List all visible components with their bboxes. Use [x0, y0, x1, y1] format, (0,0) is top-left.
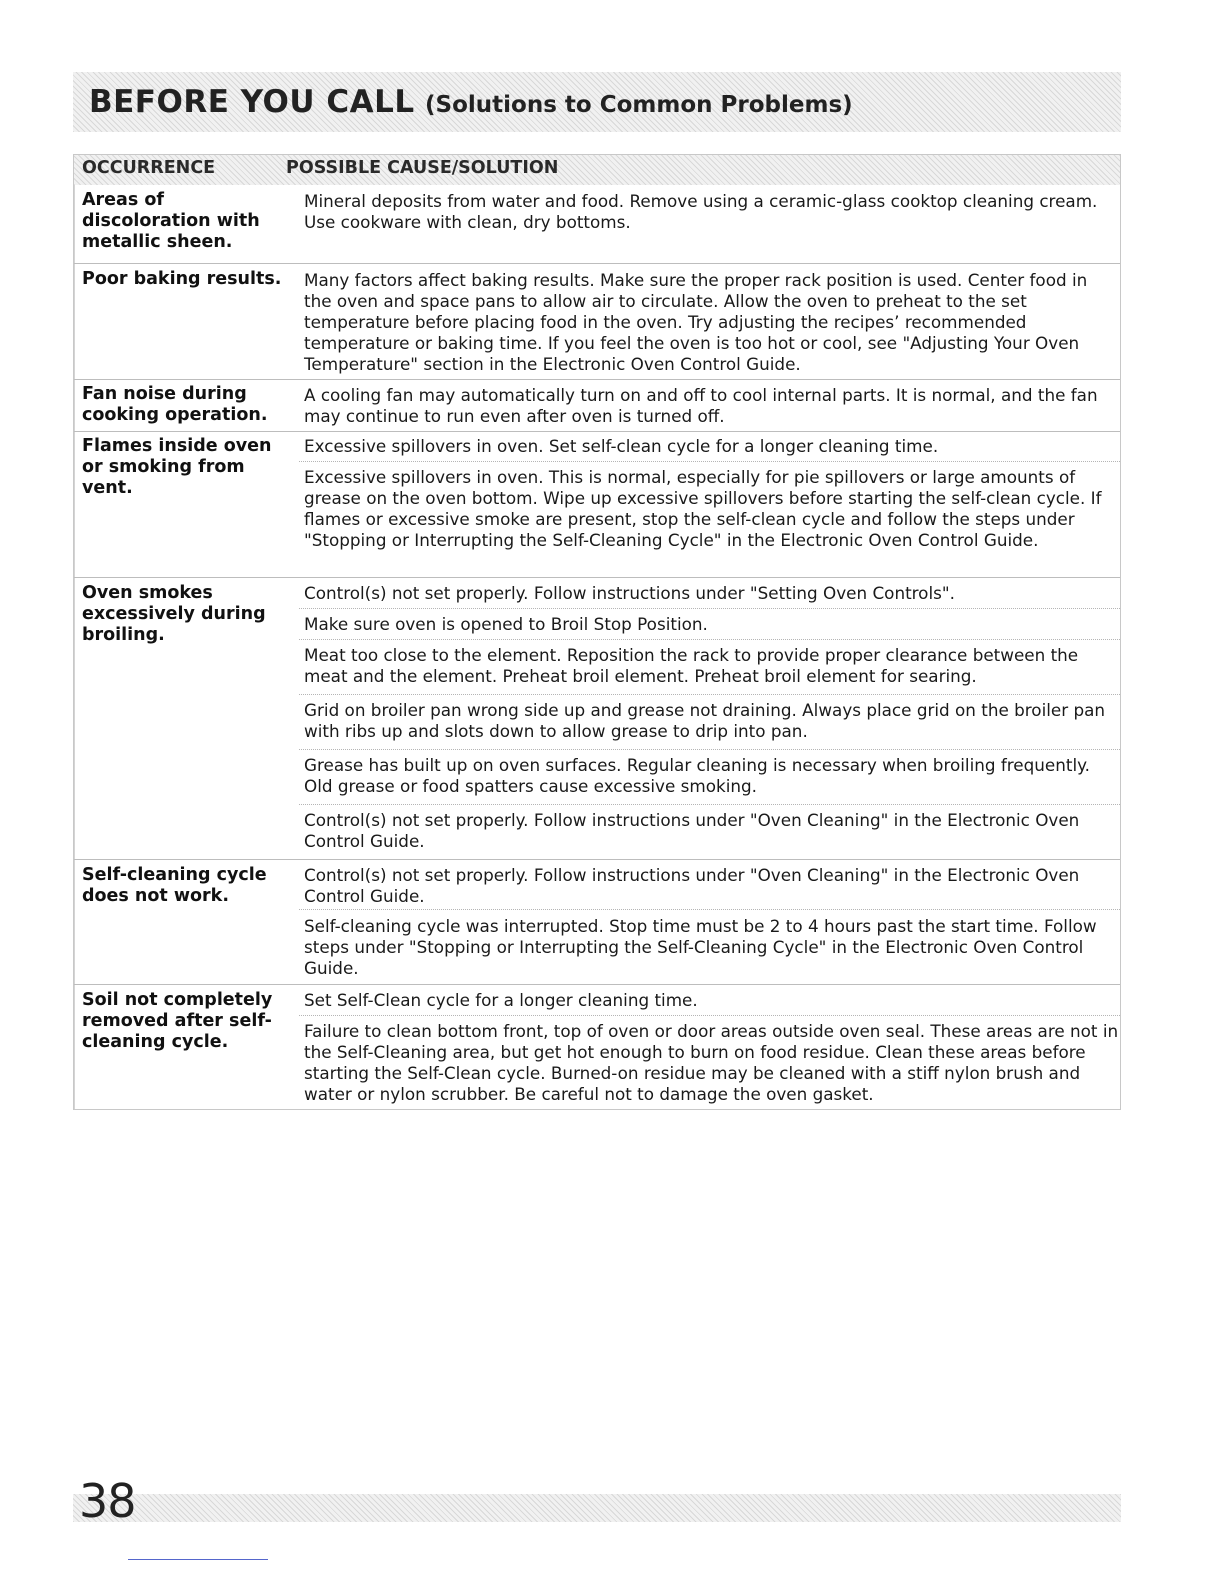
occurrence-cell: Poor baking results.: [82, 269, 282, 289]
occurrence-cell: Self-cleaning cycle does not work.: [82, 865, 267, 906]
page-title-sub: (Solutions to Common Problems): [425, 92, 853, 118]
solution-cell: Make sure oven is opened to Broil Stop Position.: [304, 614, 708, 634]
column-header-occurrence: OCCURRENCE: [82, 158, 216, 178]
sub-row-divider: [299, 749, 1120, 750]
solution-cell: Meat too close to the element. Reposition the rack to provide proper clearance between the meat and the element. Preheat broil element. Preheat broil element for searing.: [304, 645, 1079, 686]
divider: [74, 185, 75, 1109]
occurrence-cell: Soil not completely removed after self-cleaning cycle.: [82, 990, 273, 1052]
page-footer: [73, 1474, 1121, 1528]
row-divider: [74, 577, 1120, 578]
solution-cell: Excessive spillovers in oven. This is normal, especially for pie spillovers or large amounts of grease on the oven bottom. Wipe up excessive spillovers before starting the self-clean cycle. If flames or excessive smoke are present, stop the self-clean cycle and follow the steps under "Stopping or Interrupting the Self-Cleaning Cycle" in the Electronic Oven Control Guide.: [304, 467, 1102, 550]
solution-cell: Control(s) not set properly. Follow instructions under "Oven Cleaning" in the Electronic Oven Control Guide.: [304, 810, 1080, 851]
sub-row-divider: [299, 694, 1120, 695]
solution-cell: Control(s) not set properly. Follow instructions under "Setting Oven Controls".: [304, 583, 955, 603]
sub-row-divider: [299, 639, 1120, 640]
occurrence-cell: Flames inside oven or smoking from vent.: [82, 436, 272, 498]
bottom-rule: [128, 1559, 268, 1560]
page-number: 38: [79, 1474, 136, 1528]
sub-row-divider: [299, 804, 1120, 805]
solution-cell: Many factors affect baking results. Make sure the proper rack position is used. Center food in the oven and space pans to allow air to circulate. Allow the oven to preheat to the set temperature before placing food in the oven. Try adjusting the recipes’ recommended temperature or baking time. If you feel the oven is too hot or cool, see "Adjusting Your Oven Temperature" section in the Electronic Oven Control Guide.: [304, 270, 1088, 374]
title-banner: [73, 72, 1121, 132]
row-divider: [74, 984, 1120, 985]
page-title-main: BEFORE YOU CALL: [89, 84, 415, 120]
solution-cell: Failure to clean bottom front, top of oven or door areas outside oven seal. These areas are not in the Self-Cleaning area, but get hot enough to burn on food residue. Clean these areas before starting the Self-Clean cycle. Burned-on residue may be cleaned with a stiff nylon brush and water or nylon scrubber. Be careful not to damage the oven gasket.: [304, 1021, 1119, 1104]
occurrence-cell: Areas of discoloration with metallic sheen.: [82, 190, 260, 252]
column-header-solution: POSSIBLE CAUSE/SOLUTION: [286, 158, 559, 178]
occurrence-cell: Fan noise during cooking operation.: [82, 384, 268, 425]
row-divider: [74, 431, 1120, 432]
row-divider: [74, 859, 1120, 860]
solution-cell: Control(s) not set properly. Follow instructions under "Oven Cleaning" in the Electronic Oven Control Guide.: [304, 865, 1080, 906]
troubleshooting-table: [73, 154, 1121, 1110]
occurrence-cell: Oven smokes excessively during broiling.: [82, 583, 266, 645]
sub-row-divider: [299, 608, 1120, 609]
solution-cell: Grease has built up on oven surfaces. Regular cleaning is necessary when broiling frequently. Old grease or food spatters cause excessive smoking.: [304, 755, 1090, 796]
solution-cell: Mineral deposits from water and food. Remove using a ceramic-glass cooktop cleaning cream. Use cookware with clean, dry bottoms.: [304, 191, 1098, 232]
sub-row-divider: [299, 461, 1120, 462]
row-divider: [74, 263, 1120, 264]
footer-band: [73, 1494, 1121, 1522]
page-title: [89, 84, 853, 120]
solution-cell: Self-cleaning cycle was interrupted. Stop time must be 2 to 4 hours past the start time. Follow steps under "Stopping or Interrupting the Self-Cleaning Cycle" in the Electronic Oven Control Guide.: [304, 916, 1097, 978]
sub-row-divider: [299, 1015, 1120, 1016]
solution-cell: A cooling fan may automatically turn on and off to cool internal parts. It is normal, and the fan may continue to run even after oven is turned off.: [304, 385, 1098, 426]
solution-cell: Grid on broiler pan wrong side up and grease not draining. Always place grid on the broiler pan with ribs up and slots down to allow grease to drip into pan.: [304, 700, 1106, 741]
row-divider: [74, 379, 1120, 380]
table-header: [74, 155, 1120, 185]
solution-cell: Set Self-Clean cycle for a longer cleaning time.: [304, 990, 698, 1010]
solution-cell: Excessive spillovers in oven. Set self-clean cycle for a longer cleaning time.: [304, 436, 939, 456]
sub-row-divider: [299, 909, 1120, 910]
